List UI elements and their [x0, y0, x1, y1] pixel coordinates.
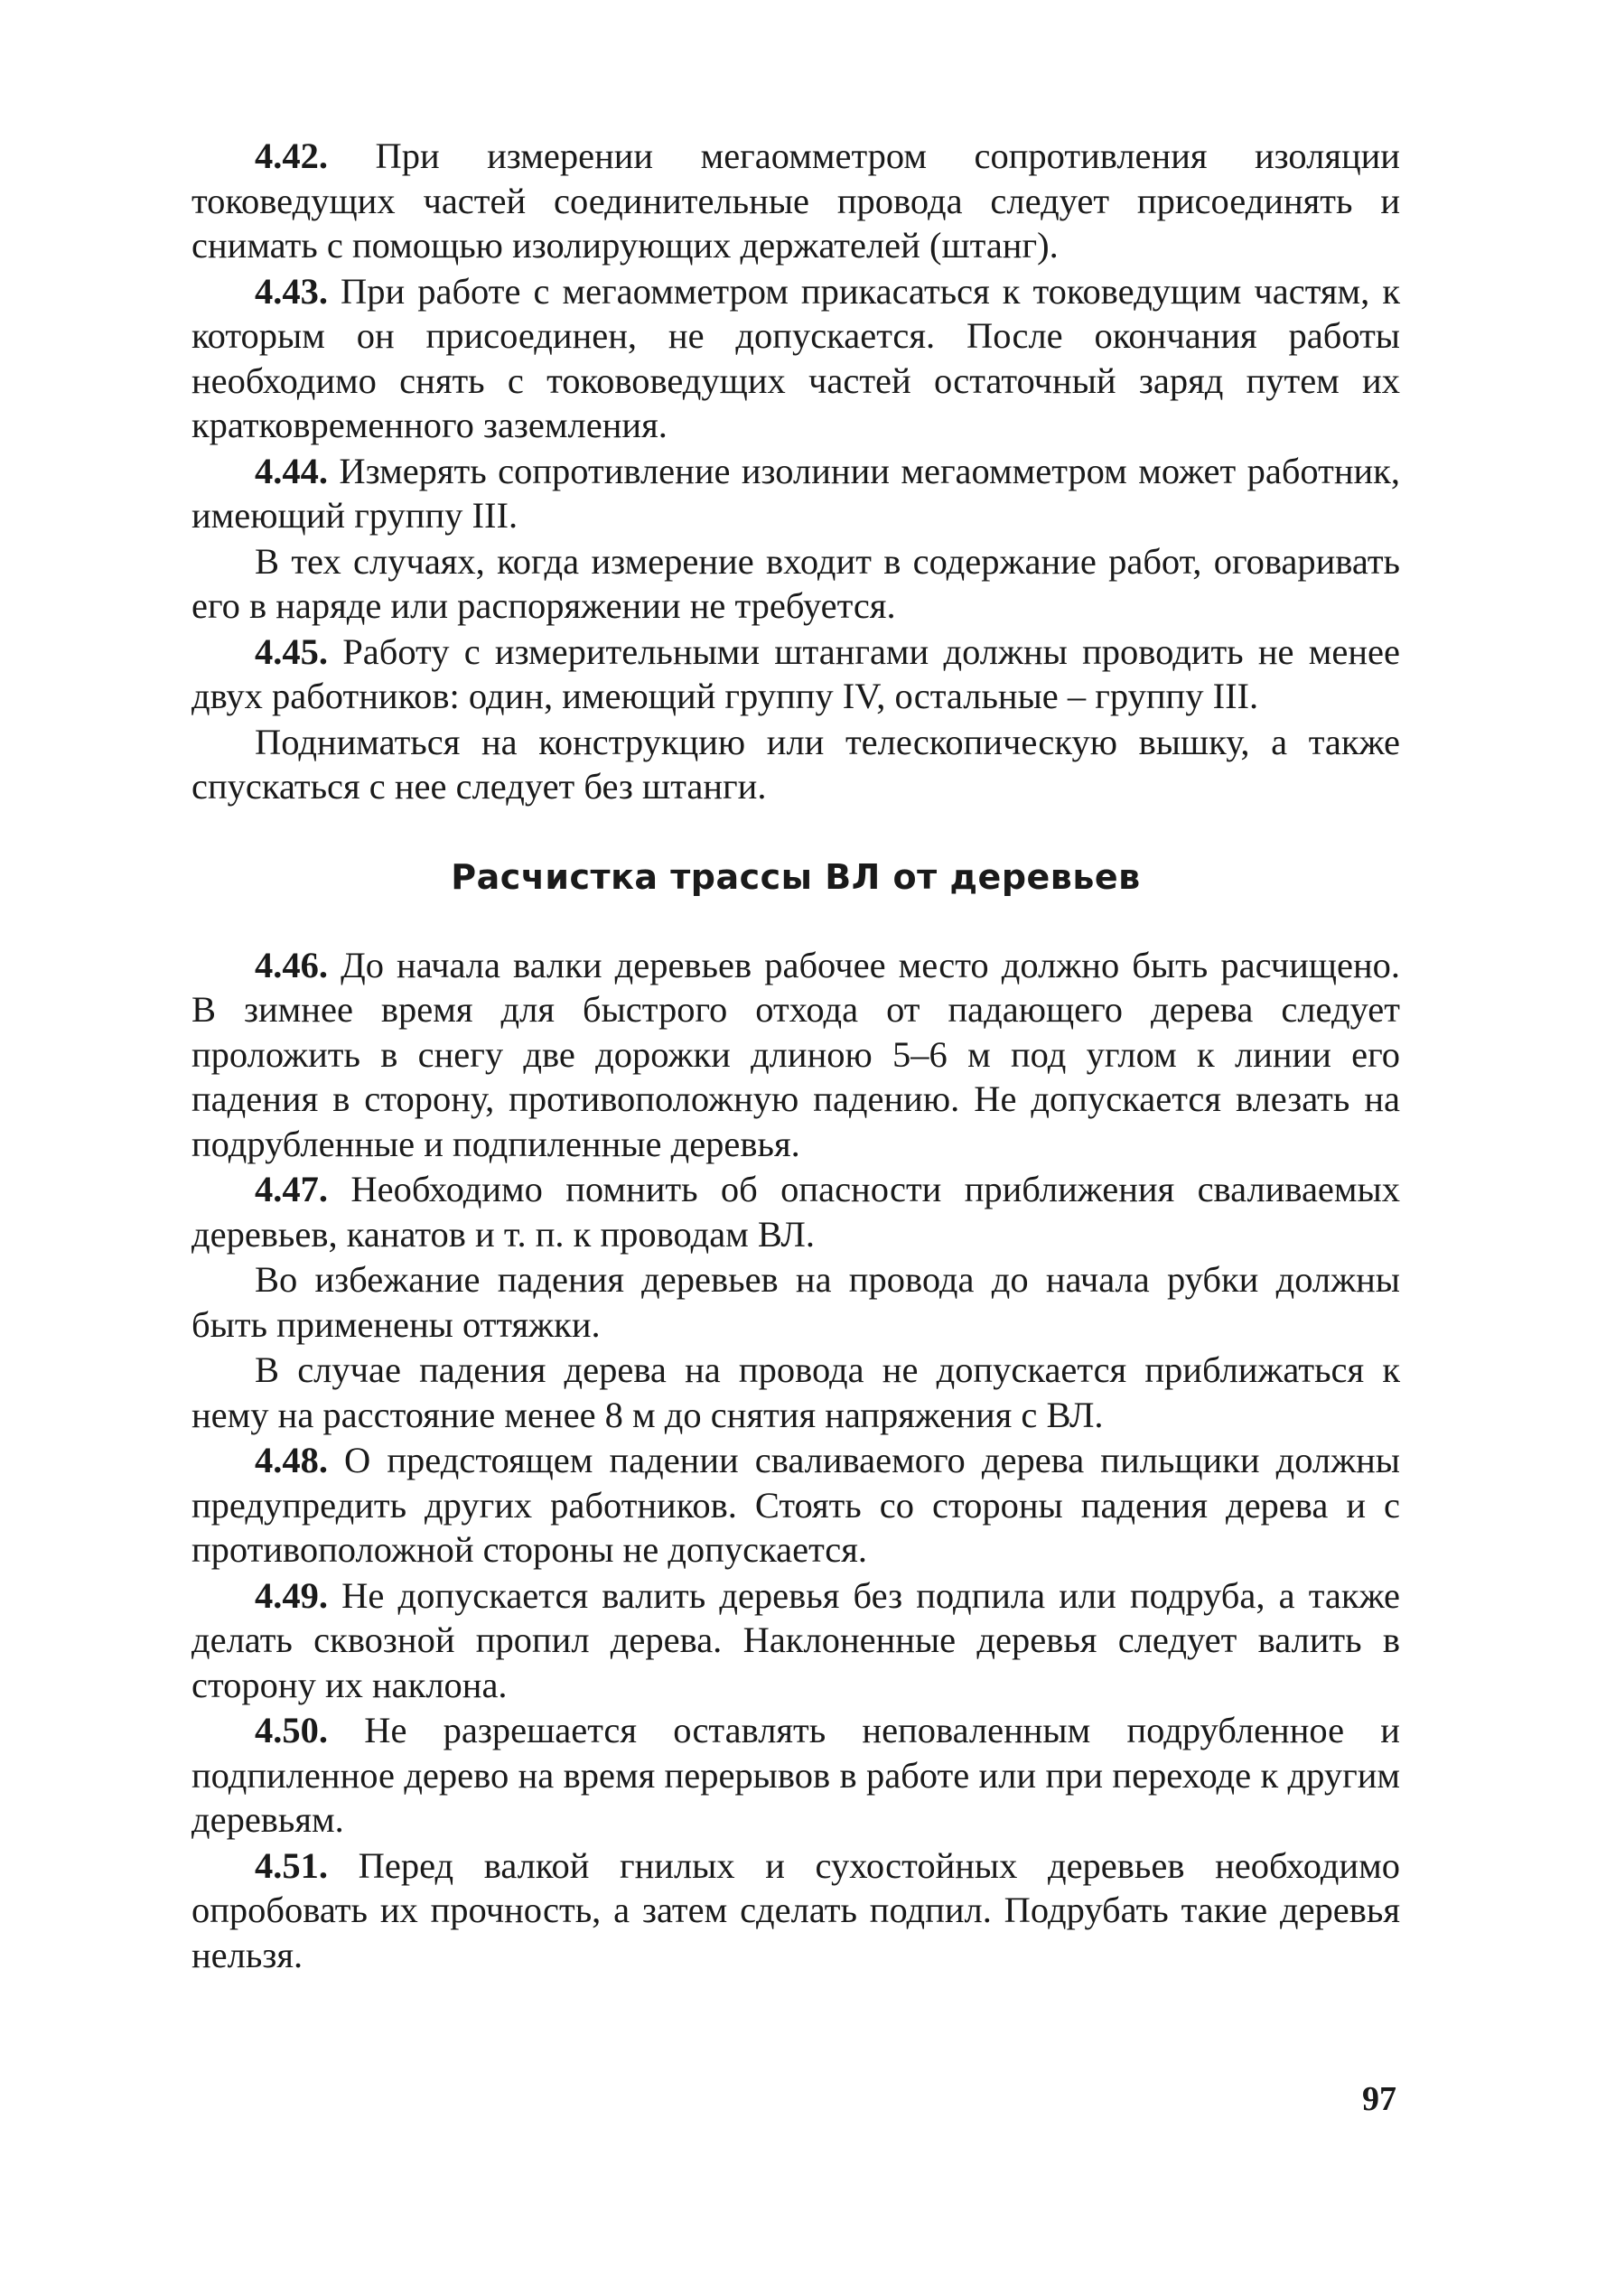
paragraph-text: При измерении мегаомметром сопротивления изоляции токоведущих частей соединительные провода следует присоединять и снимать с помощью изолирующих держателей (штанг). — [191, 135, 1400, 266]
page-number: 97 — [1362, 2080, 1396, 2118]
paragraph-text: Перед валкой гнилых и сухостойных деревьев необходимо опробовать их прочность, а затем сделать подпил. Подрубать такие деревья нельзя. — [191, 1844, 1400, 1975]
paragraph-text: Не допускается валить деревья без подпила или подруба, а также делать сквозной пропил дерева. Наклоненные деревья следует валить в сторону их наклона. — [191, 1574, 1400, 1705]
clause-number: 4.42. — [255, 135, 328, 176]
paragraph-4-50 — [191, 1708, 1400, 1843]
paragraph-text: При работе с мегаомметром прикасаться к токоведущим частям, к которым он присоединен, не допускается. После окончания работы необходимо снять с токововедущих частей остаточный заряд путем их кратковременного заземления. — [191, 270, 1400, 445]
paragraph-text: В тех случаях, когда измерение входит в содержание работ, оговаривать его в наряде или распоряжении не требуется. — [191, 540, 1400, 626]
clause-number: 4.43. — [255, 270, 328, 312]
paragraph-text: Подниматься на конструкцию или телескопическую вышку, а также спускаться с нее следует без штанги. — [191, 721, 1400, 807]
paragraph-4-49 — [191, 1573, 1400, 1708]
clause-number: 4.46. — [255, 944, 328, 985]
paragraph-4-47-note-2 — [191, 1348, 1400, 1437]
text-column — [191, 134, 1400, 1977]
clause-number: 4.47. — [255, 1169, 328, 1209]
clause-number: 4.44. — [255, 450, 328, 491]
clause-number: 4.48. — [255, 1440, 328, 1480]
clause-number: 4.45. — [255, 630, 328, 672]
paragraph-text: До начала валки деревьев рабочее место должно быть расчищено. В зимнее время для быстрого отхода от падающего дерева следует проложить в снегу две дорожки длиною 5–6 м под углом к линии его падения в сторону, противоположную падению. Не допускается влезать на подрубленные и подпиленные деревья. — [191, 944, 1400, 1164]
paragraph-text: Измерять сопротивление изолинии мегаомметром может работник, имеющий группу III. — [191, 450, 1400, 536]
paragraph-4-44 — [191, 449, 1400, 538]
paragraph-text: В случае падения дерева на провода не допускается приближаться к нему на расстояние менее 8 м до снятия напряжения с ВЛ. — [191, 1349, 1400, 1435]
paragraph-4-46 — [191, 943, 1400, 1167]
paragraph-4-45-note — [191, 720, 1400, 809]
paragraph-4-48 — [191, 1438, 1400, 1573]
clause-number: 4.51. — [255, 1844, 328, 1886]
paragraph-4-45 — [191, 630, 1400, 719]
paragraph-4-47-note-1 — [191, 1257, 1400, 1347]
paragraph-4-43 — [191, 269, 1400, 448]
paragraph-4-51 — [191, 1843, 1400, 1978]
paragraph-4-42 — [191, 134, 1400, 268]
paragraph-text: Во избежание падения деревьев на провода до начала рубки должны быть применены оттяжки. — [191, 1259, 1400, 1345]
paragraph-text: Необходимо помнить об опасности приближения сваливаемых деревьев, канатов и т. п. к проводам ВЛ. — [191, 1169, 1400, 1255]
clause-number: 4.49. — [255, 1574, 328, 1616]
paragraph-text: Не разрешается оставлять неповаленным подрубленное и подпиленное дерево на время перерывов в работе или при переходе к другим деревьям. — [191, 1710, 1400, 1840]
paragraph-text: Работу с измерительными штангами должны проводить не менее двух работников: один, имеющий группу IV, остальные – группу III. — [191, 630, 1400, 716]
clause-number: 4.50. — [255, 1710, 328, 1750]
paragraph-4-44-note — [191, 539, 1400, 629]
paragraph-text: О предстоящем падении сваливаемого дерева пильщики должны предупредить других работников. Стоять со стороны падения дерева и с противоположной стороны не допускается. — [191, 1440, 1400, 1570]
section-heading: Расчистка трассы ВЛ от деревьев — [451, 856, 1141, 897]
paragraph-4-47 — [191, 1167, 1400, 1256]
